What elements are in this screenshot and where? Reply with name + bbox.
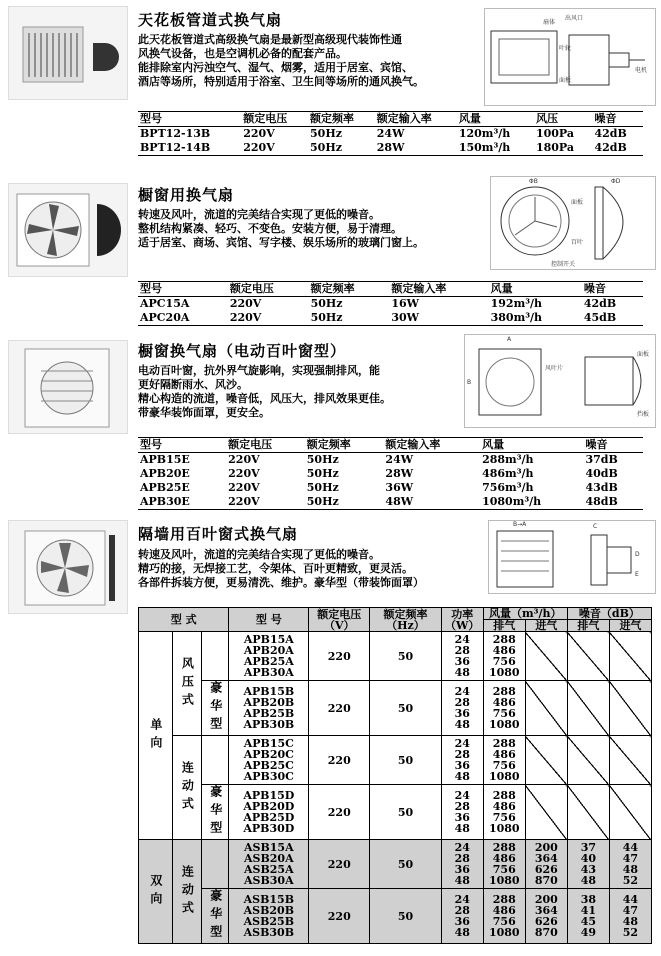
value-stack: ASB15A ASB20A ASB25A ASB30A (229, 840, 309, 889)
diagram-label: 百叶 (571, 239, 584, 246)
not-applicable-cell (567, 681, 609, 736)
not-applicable-cell (525, 681, 567, 736)
section-description: 转速及风叶，流道的完美结合实现了更低的噪音。 精巧的接，无焊接工艺，令架体、百叶更精致，更灵活。 各部件拆装方便，更易清洗、维护。豪华型（带装饰面罩） (138, 548, 424, 589)
table-row: APB25E 220V 50Hz 36W 756m³/h 43dB (140, 481, 618, 494)
diagram-label: B→A (513, 521, 527, 528)
dimension-diagram (484, 8, 656, 106)
header-power: 功率 （W） (441, 608, 483, 632)
section-description: 电动百叶窗，抗外界气旋影响，实现强制排风，能 更好隔断雨水、风沙。 精心构造的流道，噪音低，风压大，排风效果更佳。 带豪华装饰面罩，更安全。 (138, 364, 391, 419)
diagram-label: ΦB (529, 178, 538, 185)
empty-cell (202, 736, 229, 785)
table-row (139, 681, 652, 736)
empty-cell (202, 632, 229, 681)
table-row: APC20A 220V 50Hz 30W 380m³/h 45dB (138, 311, 643, 326)
value-stack: 24 28 36 48 (441, 889, 483, 944)
frequency-value: 50 (370, 632, 441, 681)
diagram-label: 面板 (571, 199, 584, 206)
table-row (139, 785, 652, 840)
header-noise: 噪音（dB） (567, 608, 651, 620)
diagram-label: A (507, 336, 512, 343)
diagram-label: 挡板 (637, 411, 650, 418)
window-fan-illustration (9, 184, 127, 276)
diagram-label: E (635, 571, 639, 578)
ceiling-fan-illustration (9, 7, 127, 99)
frequency-value: 50 (370, 785, 441, 840)
product-photo-window-fan (8, 183, 128, 277)
not-applicable-cell (567, 632, 609, 681)
not-applicable-cell (609, 632, 651, 681)
diagram-label: B (467, 379, 472, 386)
not-applicable-cell (525, 632, 567, 681)
voltage-value: 220 (309, 785, 370, 840)
value-stack: 37 40 43 48 (567, 840, 609, 889)
spec-matrix-table (138, 607, 652, 944)
mode-pressure: 风压式 (172, 632, 201, 736)
section-title: 橱窗用换气扇 (138, 186, 235, 204)
diagram-label: C (593, 523, 598, 530)
value-stack: 288 486 756 1080 (483, 632, 525, 681)
header-voltage: 额定电压 （V） (309, 608, 370, 632)
not-applicable-cell (567, 785, 609, 840)
product-photo-ceiling-fan (8, 6, 128, 100)
frequency-value: 50 (370, 681, 441, 736)
not-applicable-cell (609, 681, 651, 736)
value-stack: ASB15B ASB20B ASB25B ASB30B (229, 889, 309, 944)
table-row: APB20E 220V 50Hz 28W 486m³/h 40dB (140, 467, 618, 480)
diagram-label: 风叶片 (545, 365, 564, 372)
mode-linked: 连动式 (172, 840, 201, 944)
not-applicable-cell (567, 736, 609, 785)
table-row (139, 889, 652, 944)
section-title: 橱窗换气扇（电动百叶窗型） (138, 342, 347, 360)
dimension-diagram (490, 176, 656, 270)
value-stack: 24 28 36 48 (441, 632, 483, 681)
voltage-value: 220 (309, 681, 370, 736)
direction-single: 单向 (139, 632, 173, 840)
table-row: BPT12-14B 220V 50Hz 28W 150m³/h 180Pa 42dB (138, 141, 643, 156)
dimension-diagram (488, 520, 656, 594)
voltage-value: 220 (309, 889, 370, 944)
table-row: APB15E 220V 50Hz 24W 288m³/h 37dB (140, 453, 618, 466)
frequency-value: 50 (370, 889, 441, 944)
not-applicable-cell (525, 736, 567, 785)
header-type: 型 式 (139, 608, 229, 632)
table-header-row: 排气 进气 排气 进气 (139, 620, 652, 632)
header-frequency: 额定频率 （Hz） (370, 608, 441, 632)
value-stack: 44 47 48 52 (609, 889, 651, 944)
table-header-row: 型号 额定电压 额定频率 额定输入率 风量 噪音 (138, 438, 643, 453)
dimension-diagram (464, 334, 656, 428)
value-stack: 200 364 626 870 (525, 889, 567, 944)
table-row: APC15A 220V 50Hz 16W 192m³/h 42dB (140, 297, 617, 310)
table-row (139, 736, 652, 785)
product-photo-louver-fan (8, 340, 128, 434)
table-header-row: 型号 额定电压 额定频率 额定输入率 风量 风压 噪音 (138, 112, 643, 127)
table-header-row: 型号 额定电压 额定频率 额定输入率 风量 噪音 (138, 282, 643, 297)
product-photo-wall-fan (8, 520, 128, 614)
luxury-label: 豪华型 (202, 785, 229, 840)
diagram-label: ΦD (611, 178, 621, 185)
not-applicable-cell (525, 785, 567, 840)
frequency-value: 50 (370, 736, 441, 785)
table-row: BPT12-13B 220V 50Hz 24W 120m³/h 100Pa 42dB (140, 127, 627, 140)
diagram-label: 电机 (635, 67, 648, 74)
louver-fan-illustration (9, 341, 127, 433)
table-row (139, 632, 652, 681)
wall-fan-illustration (9, 521, 127, 613)
header-airflow: 风量（m³/h） (483, 608, 567, 620)
diagram-label: 控制开关 (551, 261, 576, 268)
voltage-value: 220 (309, 840, 370, 889)
luxury-label: 豪华型 (202, 889, 229, 944)
section-title: 天花板管道式换气扇 (138, 11, 283, 29)
diagram-label: 叶轮 (559, 45, 572, 52)
section-title: 隔墙用百叶窗式换气扇 (138, 525, 299, 543)
spec-table (138, 437, 643, 510)
value-stack: APB15B APB20B APB25B APB30B (229, 681, 309, 736)
section-description: 转速及风叶，流道的完美结合实现了更低的噪音。 整机结构紧凑、轻巧、不变色。安装方便，易于清理。 适于居室、商场、宾馆、写字楼、娱乐场所的玻璃门窗上。 (138, 208, 424, 249)
value-stack: APB15C APB20C APB25C APB30C (229, 736, 309, 785)
direction-double: 双向 (139, 840, 173, 944)
diagram-label: 出风口 (565, 15, 584, 22)
value-stack: 24 28 36 48 (441, 785, 483, 840)
not-applicable-cell (609, 736, 651, 785)
diagram-label: 面板 (637, 351, 650, 358)
value-stack: 288 486 756 1080 (483, 736, 525, 785)
value-stack: APB15A APB20A APB25A APB30A (229, 632, 309, 681)
value-stack: 24 28 36 48 (441, 840, 483, 889)
value-stack: 200 364 626 870 (525, 840, 567, 889)
table-header-row (139, 608, 652, 620)
voltage-value: 220 (309, 736, 370, 785)
table-row: APB30E 220V 50Hz 48W 1080m³/h 48dB (138, 495, 643, 510)
spec-table (138, 111, 643, 156)
diagram-label: 扇体 (543, 19, 556, 26)
value-stack: 288 486 756 1080 (483, 681, 525, 736)
value-stack: 288 486 756 1080 (483, 840, 525, 889)
frequency-value: 50 (370, 840, 441, 889)
luxury-label: 豪华型 (202, 681, 229, 736)
not-applicable-cell (609, 785, 651, 840)
diagram-label: 面板 (559, 77, 572, 84)
table-row (139, 840, 652, 889)
spec-table (138, 281, 643, 326)
diagram-label: D (635, 551, 640, 558)
value-stack: 288 486 756 1080 (483, 785, 525, 840)
value-stack: 24 28 36 48 (441, 736, 483, 785)
section-description: 此天花板管道式高级换气扇是最新型高级现代装饰性通 风换气设备，也是空调机必备的配套产品。 能排除室内污浊空气、湿气、烟雾，适用于居室、宾馆、 酒店等场所，特别适用于浴室、卫生间等场所的通风换气。 (138, 33, 424, 88)
value-stack: 38 41 45 49 (567, 889, 609, 944)
mode-linked: 连动式 (172, 736, 201, 840)
value-stack: 288 486 756 1080 (483, 889, 525, 944)
value-stack: 44 47 48 52 (609, 840, 651, 889)
header-model: 型 号 (229, 608, 309, 632)
value-stack: 24 28 36 48 (441, 681, 483, 736)
empty-cell (202, 840, 229, 889)
value-stack: APB15D APB20D APB25D APB30D (229, 785, 309, 840)
voltage-value: 220 (309, 632, 370, 681)
